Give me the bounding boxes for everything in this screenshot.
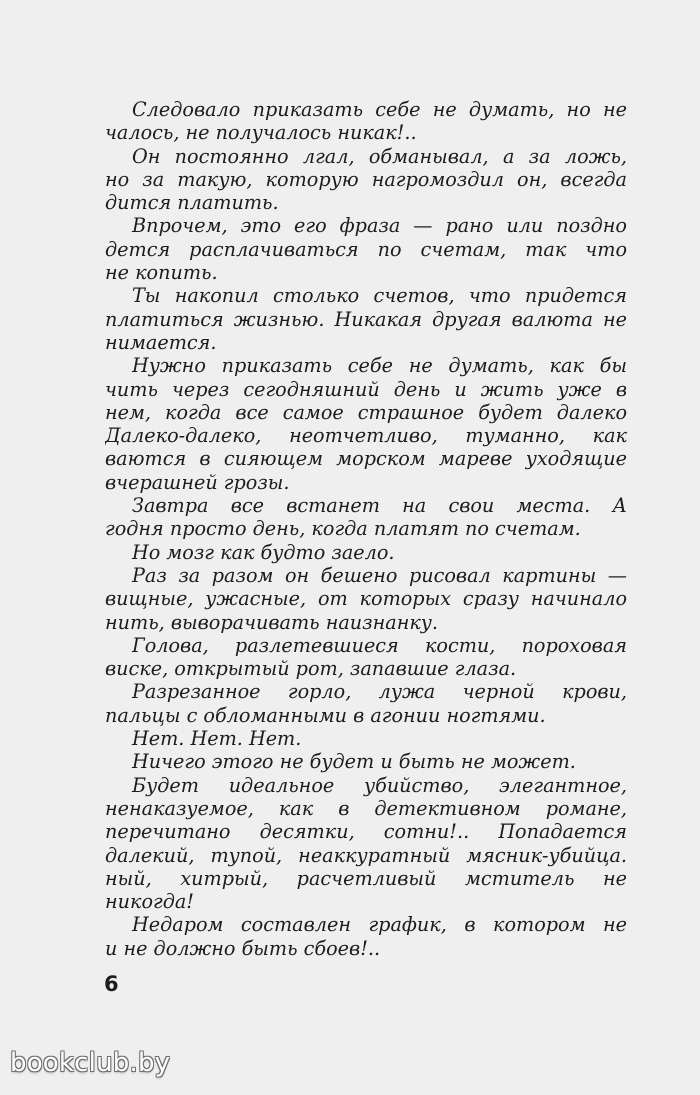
text-line: нимается. <box>105 330 217 354</box>
text-line: виске, открытый рот, запавшие глаза. <box>105 657 517 681</box>
text-line: годня просто день, когда платят по счетам. <box>105 517 581 541</box>
text-line: перечитано десятки, сотни!.. Попадается <box>105 820 627 844</box>
text-line: Голова, разлетевшиеся кости, пороховая <box>132 633 627 657</box>
text-line: Следовало приказать себе не думать, но не <box>132 98 627 121</box>
text-line: Ничего этого не будет и быть не может. <box>132 750 576 774</box>
text-line: Нет. Нет. Нет. <box>132 727 302 751</box>
text-line: Завтра все встанет на свои места. А <box>132 494 627 518</box>
text-line: Раз за разом он бешено рисовал картины — <box>132 563 627 587</box>
text-line: пальцы с обломанными в агонии ногтями. <box>105 703 546 727</box>
text-line: Нужно приказать себе не думать, как бы <box>132 354 627 378</box>
text-line: далекий, тупой, неаккуратный мясник-убийца. <box>105 843 627 867</box>
text-line: Но мозг как будто заело. <box>132 540 395 564</box>
text-line: вищные, ужасные, от которых сразу начинало <box>105 587 627 611</box>
text-line: ваются в сияющем морском мареве уходящие <box>105 447 627 471</box>
text-line: вчерашней грозы. <box>105 470 290 494</box>
text-line: Ты накопил столько счетов, что придется <box>132 284 627 308</box>
text-line: Будет идеальное убийство, элегантное, <box>132 773 627 797</box>
text-line: дется расплачиваться по счетам, так что <box>105 237 627 261</box>
text-line: Далеко-далеко, неотчетливо, туманно, как <box>105 424 627 448</box>
text-line: нить, выворачивать наизнанку. <box>105 610 439 634</box>
text-line: дится платить. <box>105 191 279 215</box>
text-line: ный, хитрый, расчетливый мститель не <box>105 866 627 890</box>
page-number: 6 <box>104 972 119 996</box>
text-line: но за такую, которую нагромоздил он, всегда <box>105 167 627 191</box>
text-line: нем, когда все самое страшное будет далеко <box>105 400 627 424</box>
text-line: Разрезанное горло, лужа черной крови, <box>132 680 627 704</box>
text-line: платиться жизнью. Никакая другая валюта не <box>105 307 627 331</box>
text-line: не копить. <box>105 261 218 285</box>
watermark-logo: bookclub.by <box>10 1048 171 1078</box>
text-line: чить через сегодняшний день и жить уже в <box>105 377 627 401</box>
text-line: и не должно быть сбоев!.. <box>105 936 381 960</box>
text-line: никогда! <box>105 890 195 914</box>
text-line: Недаром составлен график, в котором не <box>132 913 627 937</box>
page-body-text <box>105 98 627 960</box>
text-line: ненаказуемое, как в детективном романе, <box>105 796 627 820</box>
text-line: Он постоянно лгал, обманывал, а за ложь, <box>132 144 627 168</box>
text-line: Впрочем, это его фраза — рано или поздно <box>132 214 627 238</box>
text-line: чалось, не получалось никак!.. <box>105 121 417 145</box>
